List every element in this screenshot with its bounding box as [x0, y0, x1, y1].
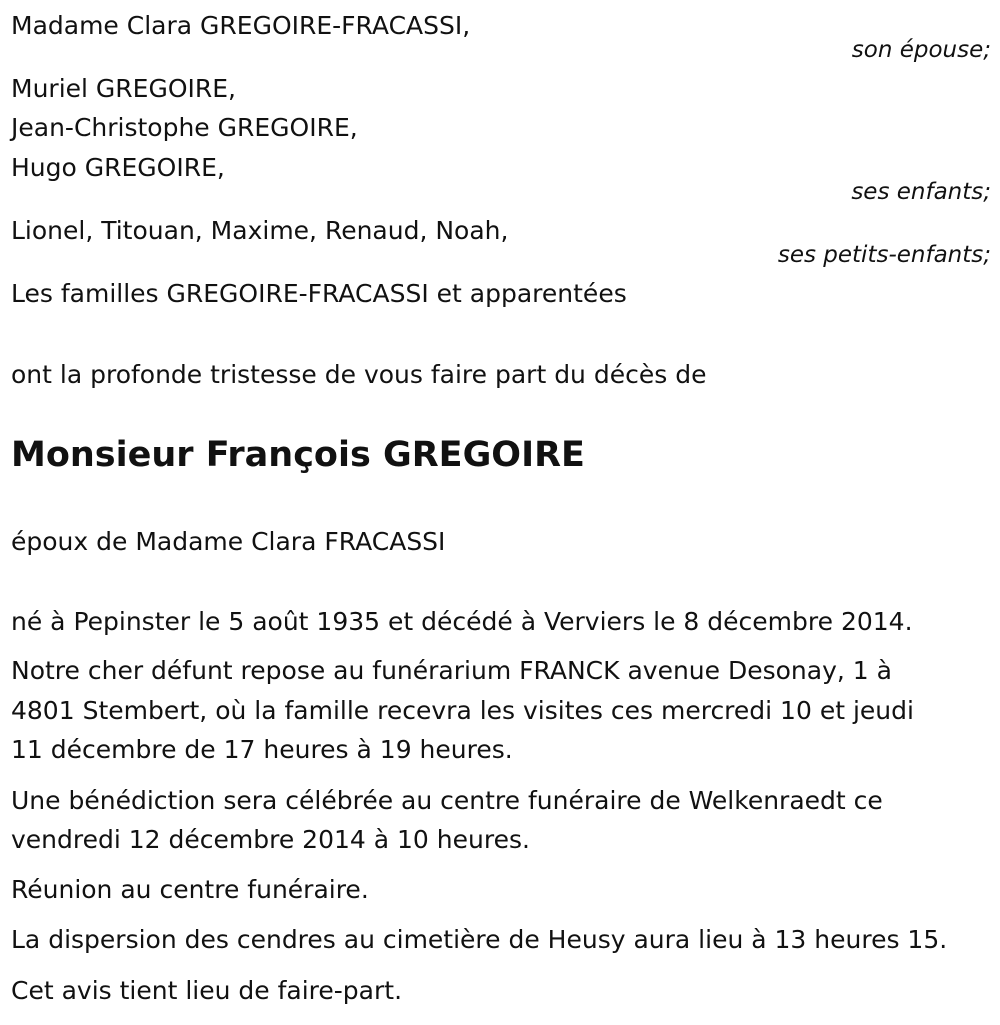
- grandchildren-role: ses petits-enfants;: [777, 242, 991, 268]
- funeral-home-line: 4801 Stembert, où la famille recevra les visites ces mercredi 10 et jeudi: [11, 696, 914, 725]
- child-name: Muriel GREGOIRE,: [11, 74, 236, 103]
- closing-line: Cet avis tient lieu de faire-part.: [11, 976, 403, 1005]
- families-line: Les familles GREGOIRE-FRACASSI et apparentées: [11, 279, 627, 308]
- child-name: Jean-Christophe GREGOIRE,: [11, 113, 358, 142]
- announcement-line: ont la profonde tristesse de vous faire part du décès de: [11, 360, 707, 389]
- blessing-line: vendredi 12 décembre 2014 à 10 heures.: [11, 825, 530, 854]
- grandchildren-names: Lionel, Titouan, Maxime, Renaud, Noah,: [11, 216, 509, 245]
- funeral-home-line: Notre cher défunt repose au funérarium FRANCK avenue Desonay, 1 à: [11, 656, 892, 685]
- blessing-line: Une bénédiction sera célébrée au centre funéraire de Welkenraedt ce: [11, 786, 883, 815]
- children-role: ses enfants;: [851, 179, 991, 205]
- spouse-role: son épouse;: [851, 37, 991, 63]
- gathering-line: Réunion au centre funéraire.: [11, 875, 369, 904]
- child-name: Hugo GREGOIRE,: [11, 153, 225, 182]
- spouse-of-line: époux de Madame Clara FRACASSI: [11, 527, 446, 556]
- deceased-name: Monsieur François GREGOIRE: [11, 435, 585, 475]
- dispersion-line: La dispersion des cendres au cimetière de Heusy aura lieu à 13 heures 15.: [11, 925, 948, 954]
- funeral-home-line: 11 décembre de 17 heures à 19 heures.: [11, 735, 513, 764]
- spouse-name: Madame Clara GREGOIRE-FRACASSI,: [11, 11, 471, 40]
- birth-death-line: né à Pepinster le 5 août 1935 et décédé à Verviers le 8 décembre 2014.: [11, 607, 913, 636]
